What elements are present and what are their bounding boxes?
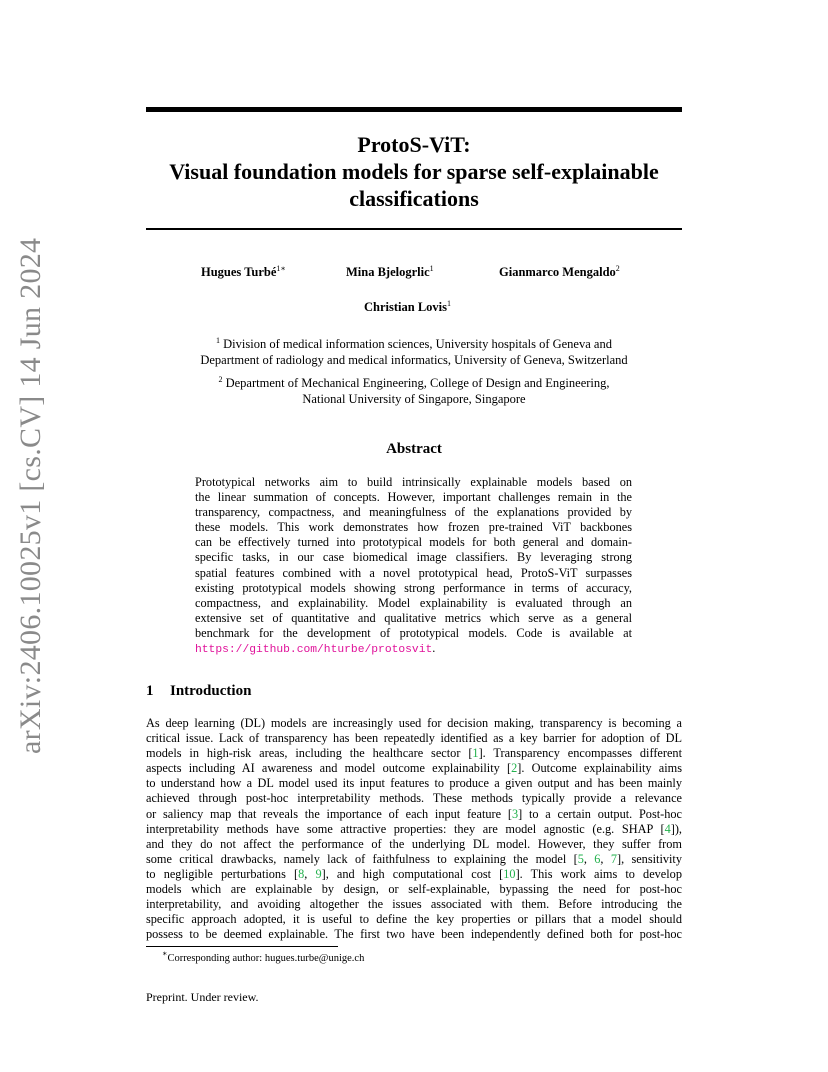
abstract-end: . bbox=[432, 641, 436, 656]
intro-line: interpretability methods have some attractive properties: they are model agnostic (e.g. SHAP [4]), bbox=[146, 821, 682, 836]
intro-body bbox=[146, 716, 682, 942]
citation-link[interactable]: 2 bbox=[511, 761, 518, 776]
citation-link[interactable]: 9 bbox=[315, 866, 322, 881]
author-2-name: Mina Bjelogrlic bbox=[346, 265, 430, 279]
title-line-1: ProtoS-ViT: bbox=[357, 132, 471, 157]
abstract-line: compactness, and explainability. Model explainability is evaluated through an bbox=[195, 595, 632, 610]
citation-link[interactable]: 6 bbox=[594, 851, 601, 866]
intro-line: specific approach adopted, it is useful to define the key properties or pillars that a model should bbox=[146, 912, 682, 927]
author-1-affil: 1∗ bbox=[276, 264, 286, 273]
abstract-line: transparency, compactness, and meaningfulness of the explanations provided by bbox=[195, 505, 632, 520]
intro-line: models in high-risk areas, including the healthcare sector [1]. Transparency encompasses different bbox=[146, 746, 682, 761]
footnote bbox=[162, 949, 364, 964]
citation-link[interactable]: 10 bbox=[503, 866, 516, 881]
citation-link[interactable]: 8 bbox=[298, 866, 305, 881]
affiliation-2-line-1: Department of Mechanical Engineering, College of Design and Engineering, bbox=[225, 376, 610, 390]
citation-link[interactable]: 3 bbox=[511, 806, 519, 821]
title-top-rule bbox=[146, 107, 682, 112]
footnote-mark: ∗ bbox=[162, 949, 168, 958]
author-4-affil: 1 bbox=[447, 299, 452, 308]
footnote-text: Corresponding author: hugues.turbe@unige.ch bbox=[167, 953, 365, 964]
intro-line: possess to be deemed explainable. The first two have been independently defined both for post-hoc bbox=[146, 927, 682, 942]
author-1-name: Hugues Turbé bbox=[201, 265, 277, 279]
author-3-name: Gianmarco Mengaldo bbox=[499, 265, 616, 279]
title-bottom-rule bbox=[146, 228, 682, 230]
preprint-note: Preprint. Under review. bbox=[146, 990, 259, 1004]
intro-line: or saliency map that reveals the importance of each input feature [3] to a certain output. Post-hoc bbox=[146, 806, 683, 821]
title-line-2: Visual foundation models for sparse self-explainable bbox=[169, 159, 659, 184]
paper-title bbox=[146, 131, 682, 212]
intro-line: to negligible perturbations [8, 9], and high computational cost [10]. This work aims to develop bbox=[146, 866, 682, 881]
abstract-heading: Abstract bbox=[386, 441, 442, 457]
intro-line: to understand how a DL model used its input features to produce a given output and has been mainly bbox=[146, 776, 682, 791]
affiliation-2-mark: 2 bbox=[218, 375, 223, 384]
abstract-line: extensive set of quantitative and qualitative metrics which serve as a general bbox=[195, 610, 632, 625]
affiliation-1-line-2: Department of radiology and medical informatics, University of Geneva, Switzerland bbox=[200, 352, 628, 367]
intro-line: interpretability, and avoiding altogether the issues associated with them. Before introducing the bbox=[146, 897, 682, 912]
intro-line: aspects including AI awareness and model outcome explainability [2]. Outcome explainability aims bbox=[146, 761, 682, 776]
citation-link[interactable]: 5 bbox=[577, 851, 584, 866]
author-3 bbox=[499, 264, 620, 280]
title-line-3: classifications bbox=[349, 186, 479, 211]
affiliation-1-mark: 1 bbox=[216, 336, 221, 345]
author-4-name: Christian Lovis bbox=[364, 300, 448, 314]
author-1 bbox=[201, 264, 286, 280]
affiliation-2-line-2: National University of Singapore, Singapore bbox=[302, 391, 526, 406]
citation-link[interactable]: 7 bbox=[610, 851, 617, 866]
abstract-line: benchmark for the development of prototypical models. Code is available at bbox=[195, 625, 632, 640]
abstract-line: specific tasks, in our case biomedical image classifiers. By leveraging strong bbox=[195, 550, 632, 565]
abstract-line: these models. This work demonstrates how frozen pre-trained ViT backbones bbox=[195, 520, 632, 535]
footnote-rule bbox=[146, 946, 338, 947]
author-3-affil: 2 bbox=[615, 264, 620, 273]
abstract-line: existing prototypical models showing strong performance in terms of accuracy, bbox=[195, 580, 632, 595]
citation-link[interactable]: 1 bbox=[472, 746, 479, 761]
section-title: Introduction bbox=[170, 683, 252, 699]
code-link[interactable]: https://github.com/hturbe/protosvit bbox=[195, 644, 433, 657]
intro-line: and they do not affect the performance of the underlying DL model. However, they suffer from bbox=[146, 836, 682, 851]
affiliation-1-line-1: Division of medical information sciences, University hospitals of Geneva and bbox=[223, 337, 612, 351]
intro-line: some critical drawbacks, namely lack of faithfulness to explaining the model [5, 6, 7], sensitivity bbox=[146, 851, 682, 866]
abstract-line: spatial features combined with a novel prototypical head, ProtoS-ViT surpasses bbox=[195, 565, 632, 580]
abstract-line: can be effectively turned into prototypical models for both general and domain- bbox=[195, 535, 632, 550]
intro-line: critical issue. Lack of transparency has been repeatedly identified as a key barrier for adoption of DL bbox=[146, 731, 682, 746]
abstract-line: Prototypical networks aim to build intrinsically explainable models based on bbox=[195, 475, 632, 489]
arxiv-stamp: arXiv:2406.10025v1 [cs.CV] 14 Jun 2024 bbox=[14, 237, 47, 754]
abstract-body bbox=[195, 475, 632, 658]
intro-line: As deep learning (DL) models are increasingly used for decision making, transparency is becoming a bbox=[146, 716, 682, 730]
intro-line: achieved through post-hoc interpretability methods. These methods typically provide a relevance bbox=[146, 791, 682, 806]
affiliation-1 bbox=[146, 333, 682, 368]
citation-link[interactable]: 4 bbox=[664, 821, 671, 836]
section-heading bbox=[146, 683, 251, 700]
intro-line: models which are explainable by design, or self-explainable, bypassing the need for post-hoc bbox=[146, 882, 682, 897]
author-2-affil: 1 bbox=[429, 264, 434, 273]
abstract-line: the linear summation of concepts. However, important challenges remain in the bbox=[195, 490, 632, 505]
author-2 bbox=[346, 264, 434, 280]
author-4 bbox=[364, 299, 451, 315]
affiliation-2 bbox=[146, 372, 682, 407]
section-number: 1 bbox=[146, 683, 154, 699]
